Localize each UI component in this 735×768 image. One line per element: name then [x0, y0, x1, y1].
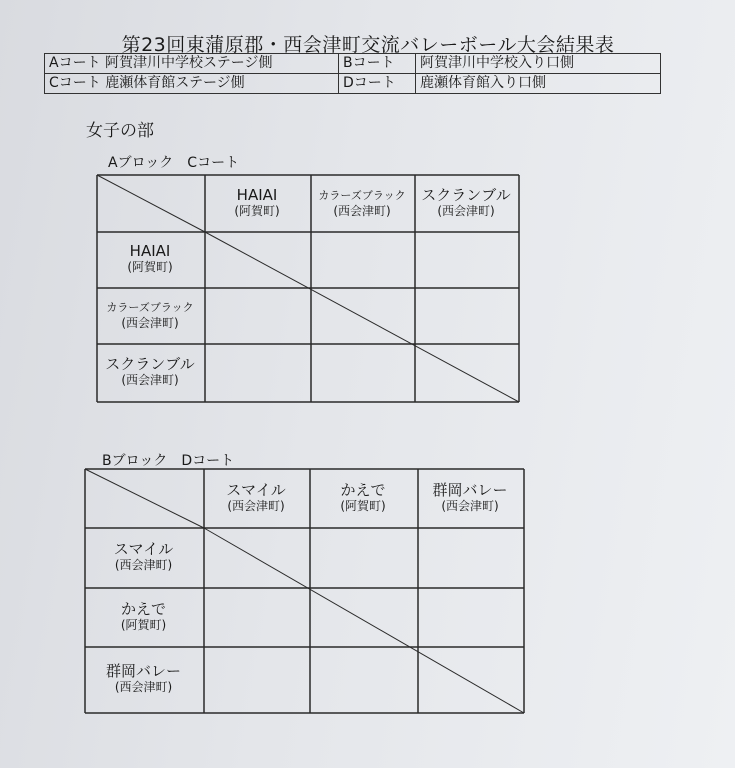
team-name: かえで [340, 480, 386, 499]
column-header-team-cell [417, 468, 523, 527]
team-name: スマイル [226, 480, 286, 499]
team-town: (西会津町) [121, 316, 179, 330]
court-place: 阿賀津川中学校入り口側 [416, 54, 661, 74]
self-match-diagonal [205, 232, 519, 402]
column-header-team-cell [310, 174, 414, 231]
team-name: HAIAI [129, 242, 171, 260]
team-town: (西会津町) [437, 203, 495, 218]
page-title: 第23回東蒲原郡・西会津町交流バレーボール大会結果表 [121, 34, 615, 56]
column-header-team-cell [309, 468, 417, 527]
team-town: (西会津町) [121, 373, 179, 387]
team-name: 群岡バレー [432, 480, 508, 499]
team-town: (西会津町) [441, 498, 499, 513]
row-header-team-cell [84, 527, 203, 587]
column-header-team-cell [414, 174, 518, 231]
block-b-label: Bブロック Dコート [102, 453, 235, 469]
corner-diagonal [97, 175, 205, 232]
court-cell [45, 54, 339, 74]
court-row [45, 74, 661, 94]
team-town: (西会津町) [333, 203, 391, 218]
court-place: 鹿瀬体育館ステージ側 [105, 75, 245, 91]
corner-diagonal [85, 469, 204, 528]
court-place: 鹿瀬体育館入り口側 [416, 74, 661, 94]
team-town: (西会津町) [114, 680, 173, 694]
block-a-grid [96, 174, 518, 401]
court-code: Dコート [339, 74, 416, 94]
team-name: スクランブル [421, 185, 511, 204]
team-name: 群岡バレー [105, 662, 181, 680]
row-header-team-cell [96, 287, 204, 343]
team-name: カラーズブラック [106, 301, 194, 314]
team-name: HAIAI [236, 185, 278, 204]
team-town: (西会津町) [114, 558, 173, 572]
self-match-diagonal [204, 528, 524, 713]
team-name: スマイル [113, 540, 174, 558]
team-town: (阿賀町) [340, 498, 386, 513]
row-header-team-cell [96, 231, 204, 287]
team-town: (阿賀町) [234, 203, 280, 218]
column-header-team-cell [204, 174, 310, 231]
section-title: 女子の部 [86, 121, 154, 141]
team-town: (西会津町) [227, 498, 285, 513]
row-header-team-cell [84, 587, 203, 646]
team-name: スクランブル [105, 355, 195, 373]
block-a-label: Aブロック Cコート [108, 155, 240, 171]
court-code: Cコート [49, 75, 101, 91]
block-b-grid [84, 468, 523, 712]
court-place: 阿賀津川中学校ステージ側 [105, 55, 273, 71]
court-table [44, 53, 661, 94]
column-header-team-cell [203, 468, 309, 527]
row-header-team-cell [84, 646, 203, 712]
court-row [45, 54, 661, 74]
court-code: Bコート [339, 54, 416, 74]
row-header-team-cell [96, 343, 204, 401]
court-cell [45, 74, 339, 94]
team-town: (阿賀町) [120, 617, 167, 632]
team-name: かえで [120, 599, 166, 618]
team-name: カラーズブラック [318, 188, 406, 202]
team-town: (阿賀町) [127, 260, 173, 274]
court-code: Aコート [49, 55, 101, 71]
